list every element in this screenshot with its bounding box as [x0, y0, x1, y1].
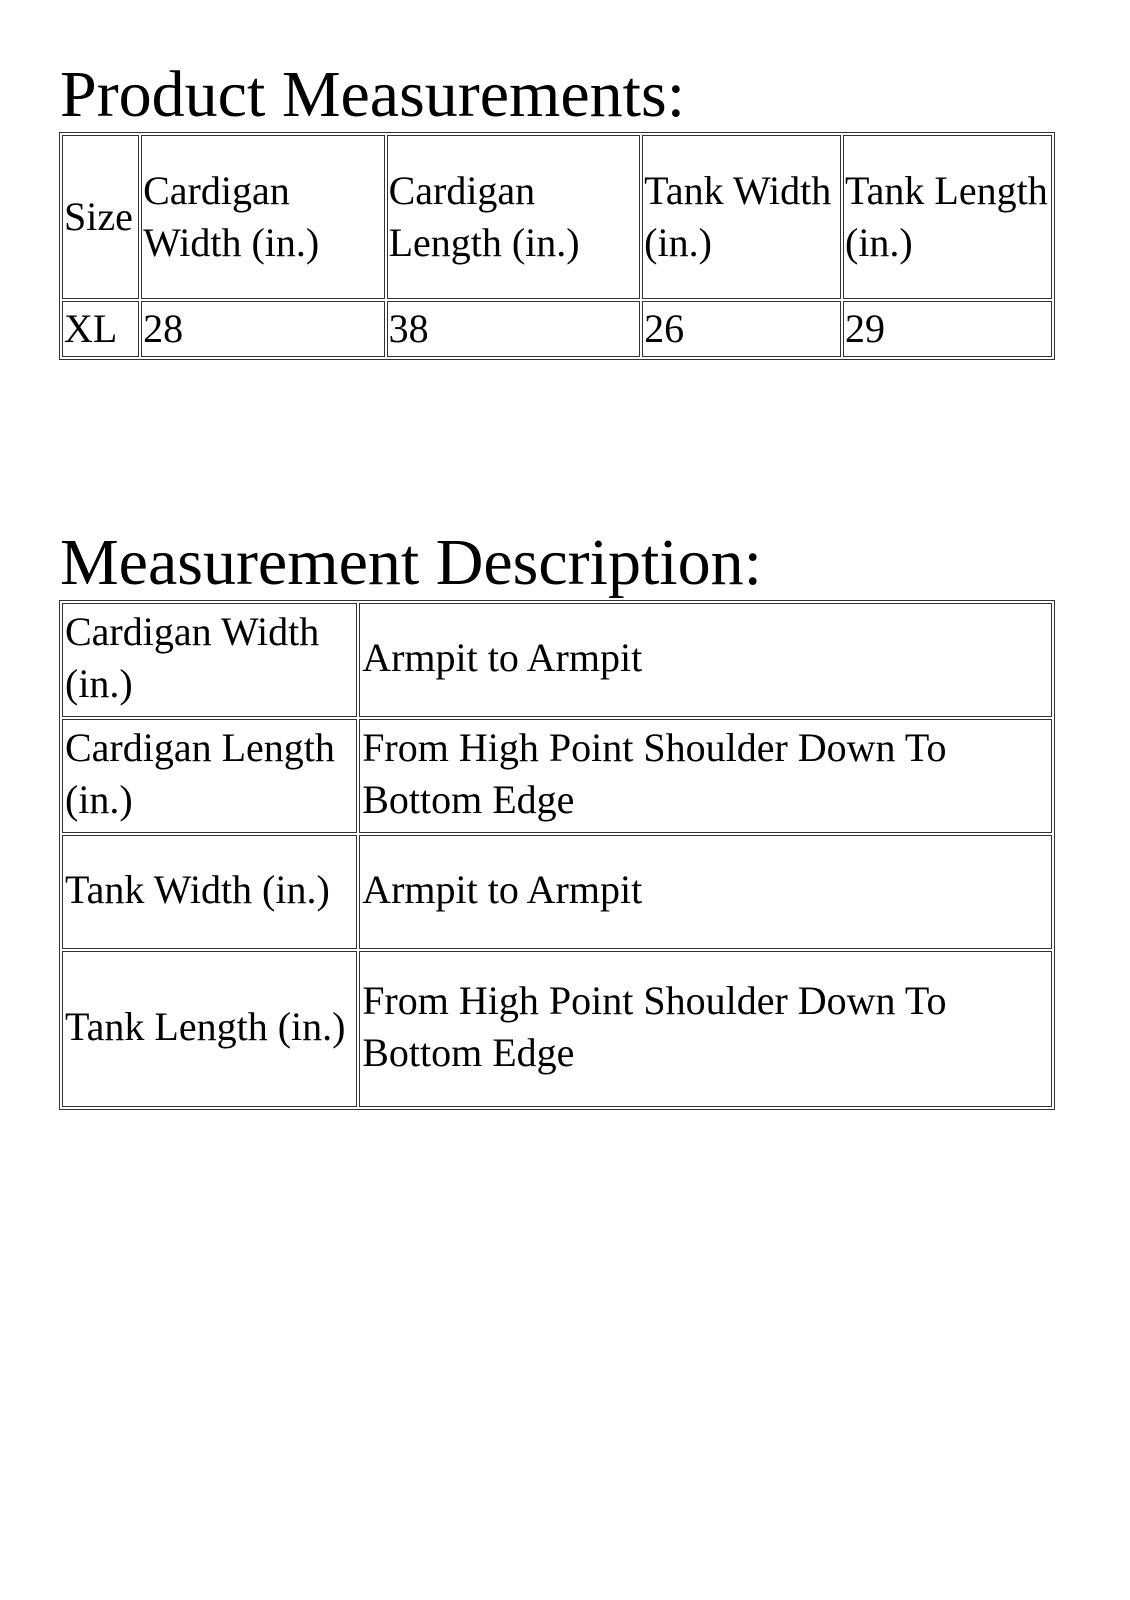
measure-description-cell: From High Point Shoulder Down To Bottom Edge	[359, 951, 1052, 1107]
table-row	[62, 719, 1052, 833]
table-row	[62, 301, 1052, 357]
measure-description-cell: Armpit to Armpit	[359, 603, 1052, 717]
cell-tank-width: 26	[642, 301, 841, 357]
measure-description-cell: Armpit to Armpit	[359, 835, 1052, 949]
cell-cardigan-length: 38	[387, 301, 641, 357]
header-cell-cardigan-width: Cardigan Width (in.)	[141, 135, 384, 299]
header-cell-tank-width: Tank Width (in.)	[642, 135, 841, 299]
product-measurements-title: Product Measurements:	[60, 58, 686, 131]
cell-cardigan-width: 28	[141, 301, 384, 357]
cell-size: XL	[62, 301, 139, 357]
table-header-row	[62, 135, 1052, 299]
table-row	[62, 951, 1052, 1107]
header-cell-size: Size	[62, 135, 139, 299]
measure-name-cell: Cardigan Width (in.)	[62, 603, 357, 717]
measure-name-cell: Tank Length (in.)	[62, 951, 357, 1107]
measure-description-cell: From High Point Shoulder Down To Bottom Edge	[359, 719, 1052, 833]
measure-name-cell: Tank Width (in.)	[62, 835, 357, 949]
table-row	[62, 603, 1052, 717]
table-row	[62, 835, 1052, 949]
measurement-description-title: Measurement Description:	[60, 526, 762, 599]
header-cell-tank-length: Tank Length (in.)	[843, 135, 1052, 299]
header-cell-cardigan-length: Cardigan Length (in.)	[387, 135, 641, 299]
product-measurements-table	[59, 132, 1055, 360]
measurement-description-table	[59, 600, 1055, 1110]
measure-name-cell: Cardigan Length (in.)	[62, 719, 357, 833]
cell-tank-length: 29	[843, 301, 1052, 357]
